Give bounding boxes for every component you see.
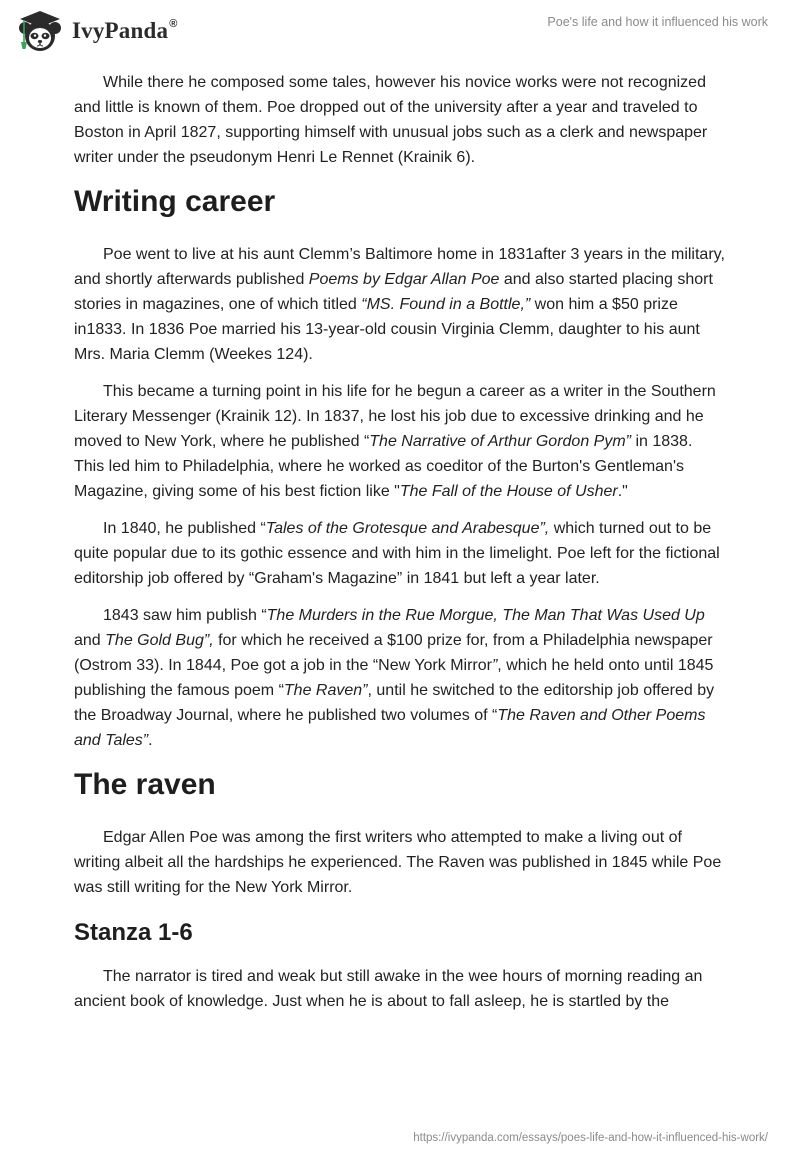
paragraph-7: The narrator is tired and weak but still awake in the wee hours of morning reading an ancient book of knowledge. Just when he is about to fall asleep, he is startled by the xyxy=(74,968,703,1010)
header xyxy=(0,0,800,60)
paragraph-5: 1843 saw him publish “The Murders in the Rue Morgue, The Man That Was Used Up and The Gold Bug”, for which he received a $100 prize for, from a Philadelphia newspaper (Ostrom 33). In 1844, Poe got a job in the “New York Mirror”, which he held onto until 1845 publishing the famous poem “The Raven”, until he switched to the editorship job offered by the Broadway Journal, where he published two volumes of “The Raven and Other Poems and Tales”. xyxy=(74,607,715,749)
paragraph-1: While there he composed some tales, however his novice works were not recognized and little is known of them. Poe dropped out of the university after a year and traveled to Boston in April 1827, supporting himself with unusual jobs such as a clerk and newspaper writer under the pseudonym Henri Le Rennet (Krainik 6). xyxy=(74,74,708,166)
paragraph-4: In 1840, he published “Tales of the Grotesque and Arabesque”, which turned out to be quite popular due to its gothic essence and with him in the limelight. Poe left for the fictional editorship job offered by “Graham's Magazine” in 1841 but left a year later. xyxy=(74,520,720,587)
brand-name: IvyPanda® xyxy=(72,18,178,43)
paragraph-2: Poe went to live at his aunt Clemm’s Baltimore home in 1831after 3 years in the military, and shortly afterwards published Poems by Edgar Allan Poe and also started placing short stories in magazines, one of which titled “MS. Found in a Bottle,” won him a $50 prize in1833. In 1836 Poe married his 13-year-old cousin Virginia Clemm, daughter to his aunt Mrs. Maria Clemm (Weekes 124). xyxy=(74,246,725,363)
paragraph-3: This became a turning point in his life for he begun a career as a writer in the Southern Literary Messenger (Krainik 12). In 1837, he lost his job due to excessive drinking and he moved to New York, where he published “The Narrative of Arthur Gordon Pym” in 1838. This led him to Philadelphia, where he worked as coeditor of the Burton's Gentleman's Magazine, giving some of his best fiction like "The Fall of the House of Usher." xyxy=(74,383,716,500)
source-url-link[interactable]: https://ivypanda.com/essays/poes-life-and-how-it-influenced-his-work/ xyxy=(413,1132,768,1144)
brand-logo-link[interactable] xyxy=(16,8,178,54)
registered-mark: ® xyxy=(169,18,178,30)
paragraph-6: Edgar Allen Poe was among the first writers who attempted to make a living out of writing albeit all the hardships he experienced. The Raven was published in 1845 while Poe was still writing for the New York Mirror. xyxy=(74,829,722,896)
panda-graduation-cap-icon xyxy=(16,8,64,54)
heading-stanza-1-6: Stanza 1-6 xyxy=(74,919,193,946)
document-title: Poe's life and how it influenced his work xyxy=(547,15,768,29)
heading-writing-career: Writing career xyxy=(74,185,276,218)
heading-the-raven: The raven xyxy=(74,768,216,801)
essay-content xyxy=(74,70,726,1026)
